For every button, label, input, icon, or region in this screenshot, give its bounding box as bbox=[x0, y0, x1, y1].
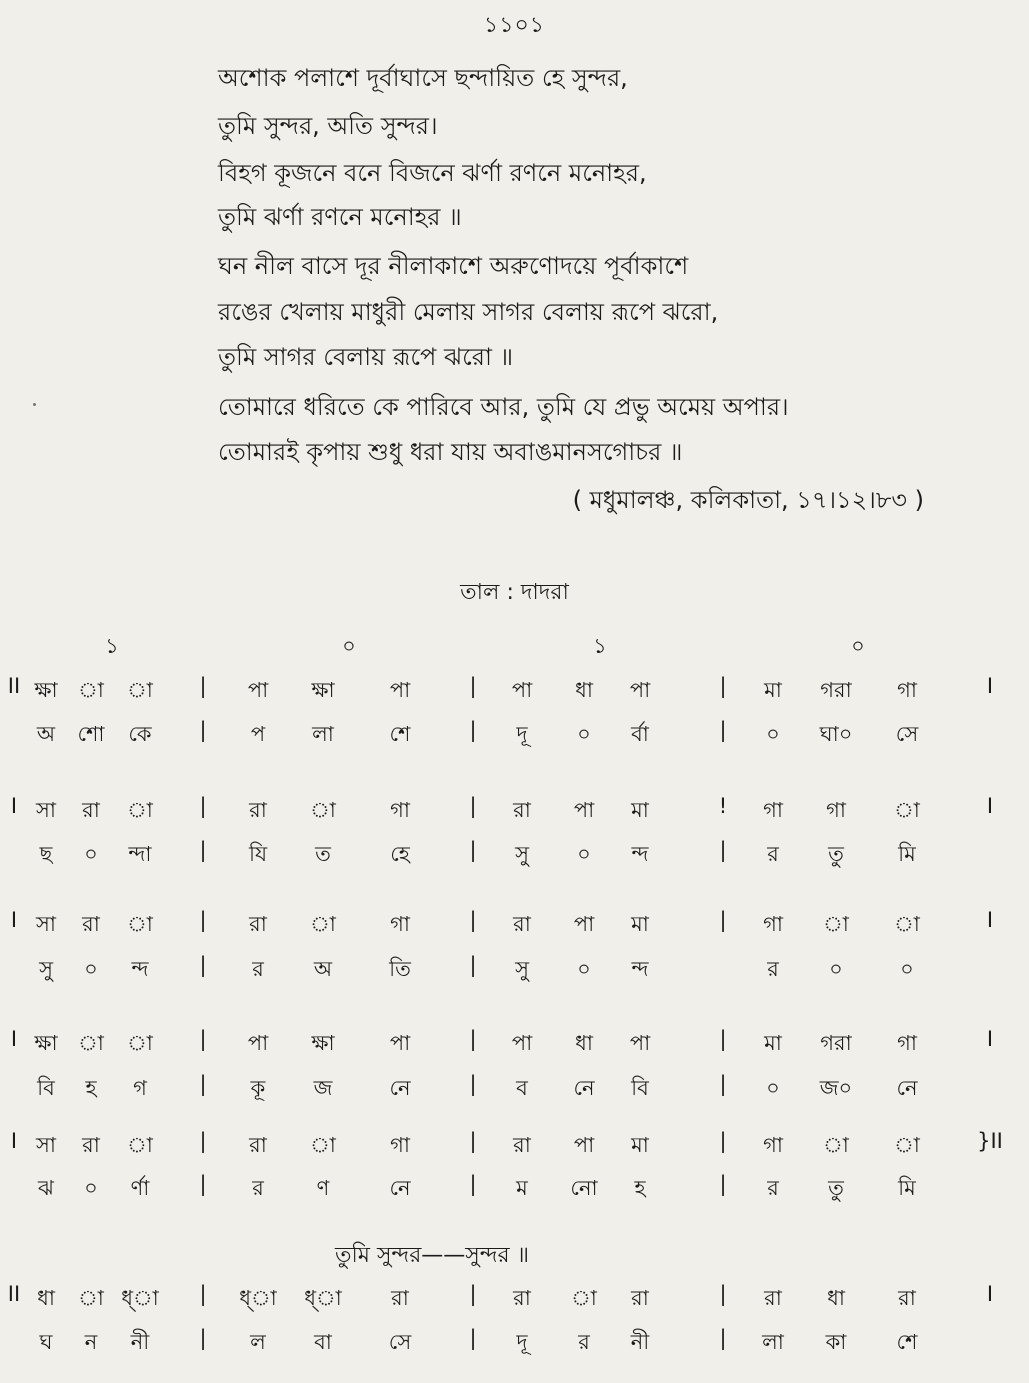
notation-cell: তু bbox=[828, 1176, 844, 1200]
notation-cell: নে bbox=[573, 1076, 595, 1100]
notation-cell: গা bbox=[390, 1133, 410, 1157]
bar-divider: | bbox=[469, 1326, 477, 1350]
notation-cell: I bbox=[986, 794, 994, 818]
notation-cell: নী bbox=[130, 1330, 150, 1354]
notation-cell: মি bbox=[898, 1176, 916, 1200]
swara-row bbox=[0, 1129, 1029, 1159]
notation-cell: ০ bbox=[900, 957, 914, 981]
notation-cell: পা bbox=[511, 1031, 533, 1055]
bar-divider: | bbox=[469, 908, 477, 932]
bar-divider: | bbox=[719, 1326, 727, 1350]
notation-cell: া bbox=[78, 678, 104, 702]
notation-cell: কা bbox=[825, 1330, 847, 1354]
notation-cell: হ bbox=[634, 1176, 646, 1200]
notation-cell: র bbox=[578, 1330, 590, 1354]
notation-cell: ০ bbox=[766, 1076, 780, 1100]
notation-cell: ন্দ bbox=[131, 957, 149, 981]
notation-cell: ক্ষা bbox=[34, 678, 58, 702]
notation-cell: ম bbox=[516, 1176, 528, 1200]
notation-cell: গা bbox=[763, 1133, 783, 1157]
notation-cell: র্বা bbox=[631, 722, 649, 746]
lyric-syllable-row bbox=[0, 838, 1029, 868]
beat-marker: ০ bbox=[851, 634, 865, 658]
notation-cell: গা bbox=[390, 912, 410, 936]
notation-cell: সু bbox=[515, 842, 529, 866]
notation-cell: হ bbox=[85, 1076, 97, 1100]
notation-cell: নী bbox=[630, 1330, 650, 1354]
bar-divider: ! bbox=[718, 794, 728, 818]
notation-cell: গা bbox=[826, 798, 846, 822]
notation-cell: গরা bbox=[820, 1031, 852, 1055]
notation-cell: I bbox=[986, 674, 994, 698]
bar-divider: | bbox=[719, 1282, 727, 1306]
notation-cell: র bbox=[252, 957, 264, 981]
notation-cell: রা bbox=[764, 1286, 782, 1310]
bar-divider: | bbox=[199, 1326, 207, 1350]
notation-cell: ত bbox=[315, 842, 331, 866]
notation-cell: ন্দ bbox=[631, 842, 649, 866]
swara-row bbox=[0, 794, 1029, 824]
notation-cell: ধ্া bbox=[304, 1286, 342, 1310]
notation-cell: পা bbox=[573, 1133, 595, 1157]
notation-cell: I bbox=[986, 1282, 994, 1306]
notation-cell: ক্ষা bbox=[311, 1031, 335, 1055]
notation-cell: ন্দা bbox=[128, 842, 152, 866]
notation-cell: রা bbox=[391, 1286, 409, 1310]
notation-cell: ঝ bbox=[38, 1176, 54, 1200]
notation-cell: া bbox=[127, 1031, 153, 1055]
notation-cell: শে bbox=[896, 1330, 918, 1354]
notation-cell: ধা bbox=[575, 1031, 593, 1055]
bar-divider: | bbox=[719, 1072, 727, 1096]
notation-cell: ০ bbox=[766, 722, 780, 746]
lyric-syllable-row bbox=[0, 1072, 1029, 1102]
notation-cell: ০ bbox=[84, 957, 98, 981]
notation-cell: া bbox=[127, 798, 153, 822]
notation-cell: সা bbox=[36, 1133, 56, 1157]
notation-cell: ০ bbox=[577, 957, 591, 981]
notation-cell: মা bbox=[764, 678, 782, 702]
notation-cell: শে bbox=[389, 722, 411, 746]
notation-cell: বি bbox=[37, 1076, 55, 1100]
swara-row bbox=[0, 1282, 1029, 1312]
notation-cell: ন bbox=[84, 1330, 98, 1354]
lyric-line: তোমারই কৃপায় শুধু ধরা যায় অবাঙমানসগোচর ॥ bbox=[218, 438, 683, 466]
notation-cell: পা bbox=[247, 678, 269, 702]
notation-cell: রা bbox=[249, 798, 267, 822]
bar-divider: | bbox=[469, 1129, 477, 1153]
tal-heading: তাল : দাদরা bbox=[460, 580, 569, 605]
notation-cell: ধা bbox=[575, 678, 593, 702]
notation-cell: সে bbox=[388, 1330, 412, 1354]
lyric-line: তুমি ঝর্ণা রণনে মনোহর ॥ bbox=[218, 203, 462, 231]
notation-cell: সে bbox=[895, 722, 919, 746]
bar-divider: | bbox=[199, 718, 207, 742]
notation-cell: তু bbox=[828, 842, 844, 866]
notation-cell: ০ bbox=[577, 722, 591, 746]
notation-cell: I bbox=[10, 794, 18, 818]
notation-cell: I bbox=[986, 1027, 994, 1051]
notation-cell: সা bbox=[36, 912, 56, 936]
notation-cell: া bbox=[78, 1286, 104, 1310]
bar-divider: | bbox=[719, 718, 727, 742]
beat-marker-row bbox=[0, 630, 1029, 660]
bar-divider: | bbox=[469, 953, 477, 977]
notation-cell: ঘা০ bbox=[819, 722, 853, 746]
notation-cell: া bbox=[127, 1133, 153, 1157]
notation-cell: ০ bbox=[84, 842, 98, 866]
bar-divider: | bbox=[469, 1027, 477, 1051]
notation-cell: ক্ষা bbox=[311, 678, 335, 702]
notation-cell: অ bbox=[313, 957, 333, 981]
notation-cell: া bbox=[127, 678, 153, 702]
bar-divider: | bbox=[469, 794, 477, 818]
notation-cell: অ bbox=[36, 722, 56, 746]
notation-cell: র bbox=[767, 1176, 779, 1200]
page-number: ১১০১ bbox=[483, 13, 546, 38]
notation-cell: বা bbox=[314, 1330, 332, 1354]
source-citation: ( মধুমালঞ্চ, কলিকাতা, ১৭।১২।৮৩ ) bbox=[572, 486, 924, 514]
bar-divider: | bbox=[199, 1172, 207, 1196]
notation-cell: নে bbox=[389, 1076, 411, 1100]
notation-cell: I bbox=[10, 1129, 18, 1153]
bar-divider: | bbox=[199, 838, 207, 862]
notation-cell: র bbox=[252, 1176, 264, 1200]
notation-cell: গা bbox=[763, 912, 783, 936]
notation-cell: রা bbox=[513, 912, 531, 936]
notation-cell: ০ bbox=[84, 1176, 98, 1200]
bar-divider: | bbox=[719, 838, 727, 862]
notation-cell: নে bbox=[896, 1076, 918, 1100]
notation-cell: ধ্া bbox=[121, 1286, 159, 1310]
bar-divider: | bbox=[719, 1172, 727, 1196]
notation-cell: পা bbox=[629, 1031, 651, 1055]
notation-cell: রা bbox=[513, 798, 531, 822]
notation-cell: ঘ bbox=[39, 1330, 53, 1354]
notation-cell: রা bbox=[82, 1133, 100, 1157]
lyric-syllable-row bbox=[0, 1326, 1029, 1356]
notation-cell: া bbox=[823, 1133, 849, 1157]
notation-cell: যি bbox=[248, 842, 268, 866]
notation-cell: া bbox=[894, 1133, 920, 1157]
notation-cell: I bbox=[986, 908, 994, 932]
bar-divider: | bbox=[719, 1129, 727, 1153]
notation-cell: I bbox=[10, 1027, 18, 1051]
notation-cell: া bbox=[823, 912, 849, 936]
notation-cell: ধ্া bbox=[239, 1286, 277, 1310]
notation-cell: প bbox=[250, 722, 266, 746]
swara-row bbox=[0, 674, 1029, 704]
bar-divider: | bbox=[199, 908, 207, 932]
notation-cell: পা bbox=[389, 1031, 411, 1055]
notation-cell: সু bbox=[39, 957, 53, 981]
notation-cell: ধা bbox=[37, 1286, 55, 1310]
bar-divider: | bbox=[469, 718, 477, 742]
page-speck bbox=[33, 403, 36, 406]
lyric-line: তুমি সাগর বেলায় রূপে ঝরো ॥ bbox=[218, 343, 514, 371]
lyric-line: রঙের খেলায় মাধুরী মেলায় সাগর বেলায় রূপে ঝরো, bbox=[218, 298, 719, 326]
notation-cell: রা bbox=[82, 912, 100, 936]
notation-cell: লা bbox=[312, 722, 334, 746]
lyric-syllable-row bbox=[0, 953, 1029, 983]
notation-cell: সা bbox=[36, 798, 56, 822]
bar-divider: | bbox=[199, 1027, 207, 1051]
notation-cell: }II bbox=[977, 1129, 1003, 1153]
notation-cell: রা bbox=[631, 1286, 649, 1310]
notation-cell: জ০ bbox=[819, 1076, 853, 1100]
notation-cell: া bbox=[894, 912, 920, 936]
notation-cell: ০ bbox=[577, 842, 591, 866]
notation-cell: গরা bbox=[820, 678, 852, 702]
notation-cell: রা bbox=[249, 912, 267, 936]
notation-cell: পা bbox=[573, 798, 595, 822]
notation-cell: দূ bbox=[516, 722, 528, 746]
beat-marker: ১ bbox=[593, 634, 607, 658]
notation-cell: মি bbox=[898, 842, 916, 866]
notation-cell: II bbox=[7, 674, 21, 698]
notation-cell: ব bbox=[516, 1076, 528, 1100]
bar-divider: | bbox=[199, 794, 207, 818]
notation-cell: র bbox=[767, 957, 779, 981]
notation-cell: কূ bbox=[250, 1076, 266, 1100]
notation-cell: রা bbox=[513, 1133, 531, 1157]
notation-cell: র্ণা bbox=[130, 1176, 150, 1200]
notation-cell: গা bbox=[897, 1031, 917, 1055]
notation-cell: পা bbox=[573, 912, 595, 936]
bar-divider: | bbox=[469, 1282, 477, 1306]
notation-cell: বি bbox=[631, 1076, 649, 1100]
notation-cell: মা bbox=[631, 1133, 649, 1157]
notation-cell: পা bbox=[629, 678, 651, 702]
notation-cell: পা bbox=[389, 678, 411, 702]
beat-marker: ০ bbox=[342, 634, 356, 658]
bar-divider: | bbox=[469, 674, 477, 698]
lyric-line: তুমি সুন্দর, অতি সুন্দর। bbox=[218, 112, 438, 140]
lyric-line: অশোক পলাশে দূর্বাঘাসে ছন্দায়িত হে সুন্দর, bbox=[218, 64, 628, 92]
notation-cell: মা bbox=[631, 798, 649, 822]
bar-divider: | bbox=[199, 674, 207, 698]
bar-divider: | bbox=[469, 1172, 477, 1196]
notation-cell: রা bbox=[249, 1133, 267, 1157]
notation-cell: দূ bbox=[516, 1330, 528, 1354]
notation-cell: গা bbox=[763, 798, 783, 822]
notation-cell: রা bbox=[513, 1286, 531, 1310]
lyric-syllable-row bbox=[0, 718, 1029, 748]
notation-cell: II bbox=[7, 1282, 21, 1306]
bar-divider: | bbox=[199, 1072, 207, 1096]
lyric-line: তোমারে ধরিতে কে পারিবে আর, তুমি যে প্রভু অমেয় অপার। bbox=[218, 393, 789, 421]
notation-cell: জ bbox=[313, 1076, 333, 1100]
notation-cell: পা bbox=[247, 1031, 269, 1055]
notation-cell: নো bbox=[570, 1176, 598, 1200]
bar-divider: | bbox=[719, 674, 727, 698]
bar-divider: | bbox=[199, 953, 207, 977]
notation-cell: লা bbox=[762, 1330, 784, 1354]
notation-cell: ক্ষা bbox=[34, 1031, 58, 1055]
notation-cell: া bbox=[894, 798, 920, 822]
notation-cell: রা bbox=[82, 798, 100, 822]
bar-divider: | bbox=[719, 908, 727, 932]
notation-cell: শো bbox=[77, 722, 105, 746]
interlude-line: তুমি সুন্দর——সুন্দর ॥ bbox=[335, 1243, 530, 1268]
notation-cell: গা bbox=[897, 678, 917, 702]
bar-divider: | bbox=[469, 1072, 477, 1096]
bar-divider: | bbox=[719, 1027, 727, 1051]
notation-cell: ছ bbox=[39, 842, 53, 866]
lyric-line: বিহগ কূজনে বনে বিজনে ঝর্ণা রণনে মনোহর, bbox=[218, 159, 647, 187]
notation-cell: কে bbox=[128, 722, 152, 746]
notation-cell: পা bbox=[511, 678, 533, 702]
notation-cell: া bbox=[571, 1286, 597, 1310]
notation-cell: I bbox=[10, 908, 18, 932]
notation-cell: ণ bbox=[316, 1176, 330, 1200]
lyric-line: ঘন নীল বাসে দূর নীলাকাশে অরুণোদয়ে পূর্বাকাশে bbox=[218, 252, 689, 280]
notation-cell: া bbox=[78, 1031, 104, 1055]
bar-divider: | bbox=[469, 838, 477, 862]
notation-cell: া bbox=[310, 798, 336, 822]
bar-divider: | bbox=[199, 1129, 207, 1153]
notation-cell: মা bbox=[631, 912, 649, 936]
notation-cell: া bbox=[310, 912, 336, 936]
notation-cell: া bbox=[127, 912, 153, 936]
swara-row bbox=[0, 908, 1029, 938]
notation-cell: ল bbox=[250, 1330, 266, 1354]
notation-cell: রা bbox=[898, 1286, 916, 1310]
notation-cell: া bbox=[310, 1133, 336, 1157]
notation-cell: নে bbox=[389, 1176, 411, 1200]
notation-cell: র bbox=[767, 842, 779, 866]
beat-marker: ১ bbox=[105, 634, 119, 658]
notation-cell: ধা bbox=[827, 1286, 845, 1310]
notation-cell: সু bbox=[515, 957, 529, 981]
notation-cell: ০ bbox=[829, 957, 843, 981]
notation-cell: হে bbox=[390, 842, 410, 866]
notation-cell: গ bbox=[133, 1076, 147, 1100]
notation-cell: ন্দ bbox=[631, 957, 649, 981]
notation-cell: গা bbox=[390, 798, 410, 822]
swara-row bbox=[0, 1027, 1029, 1057]
notation-cell: মা bbox=[764, 1031, 782, 1055]
lyric-syllable-row bbox=[0, 1172, 1029, 1202]
bar-divider: | bbox=[199, 1282, 207, 1306]
notation-cell: তি bbox=[389, 957, 411, 981]
